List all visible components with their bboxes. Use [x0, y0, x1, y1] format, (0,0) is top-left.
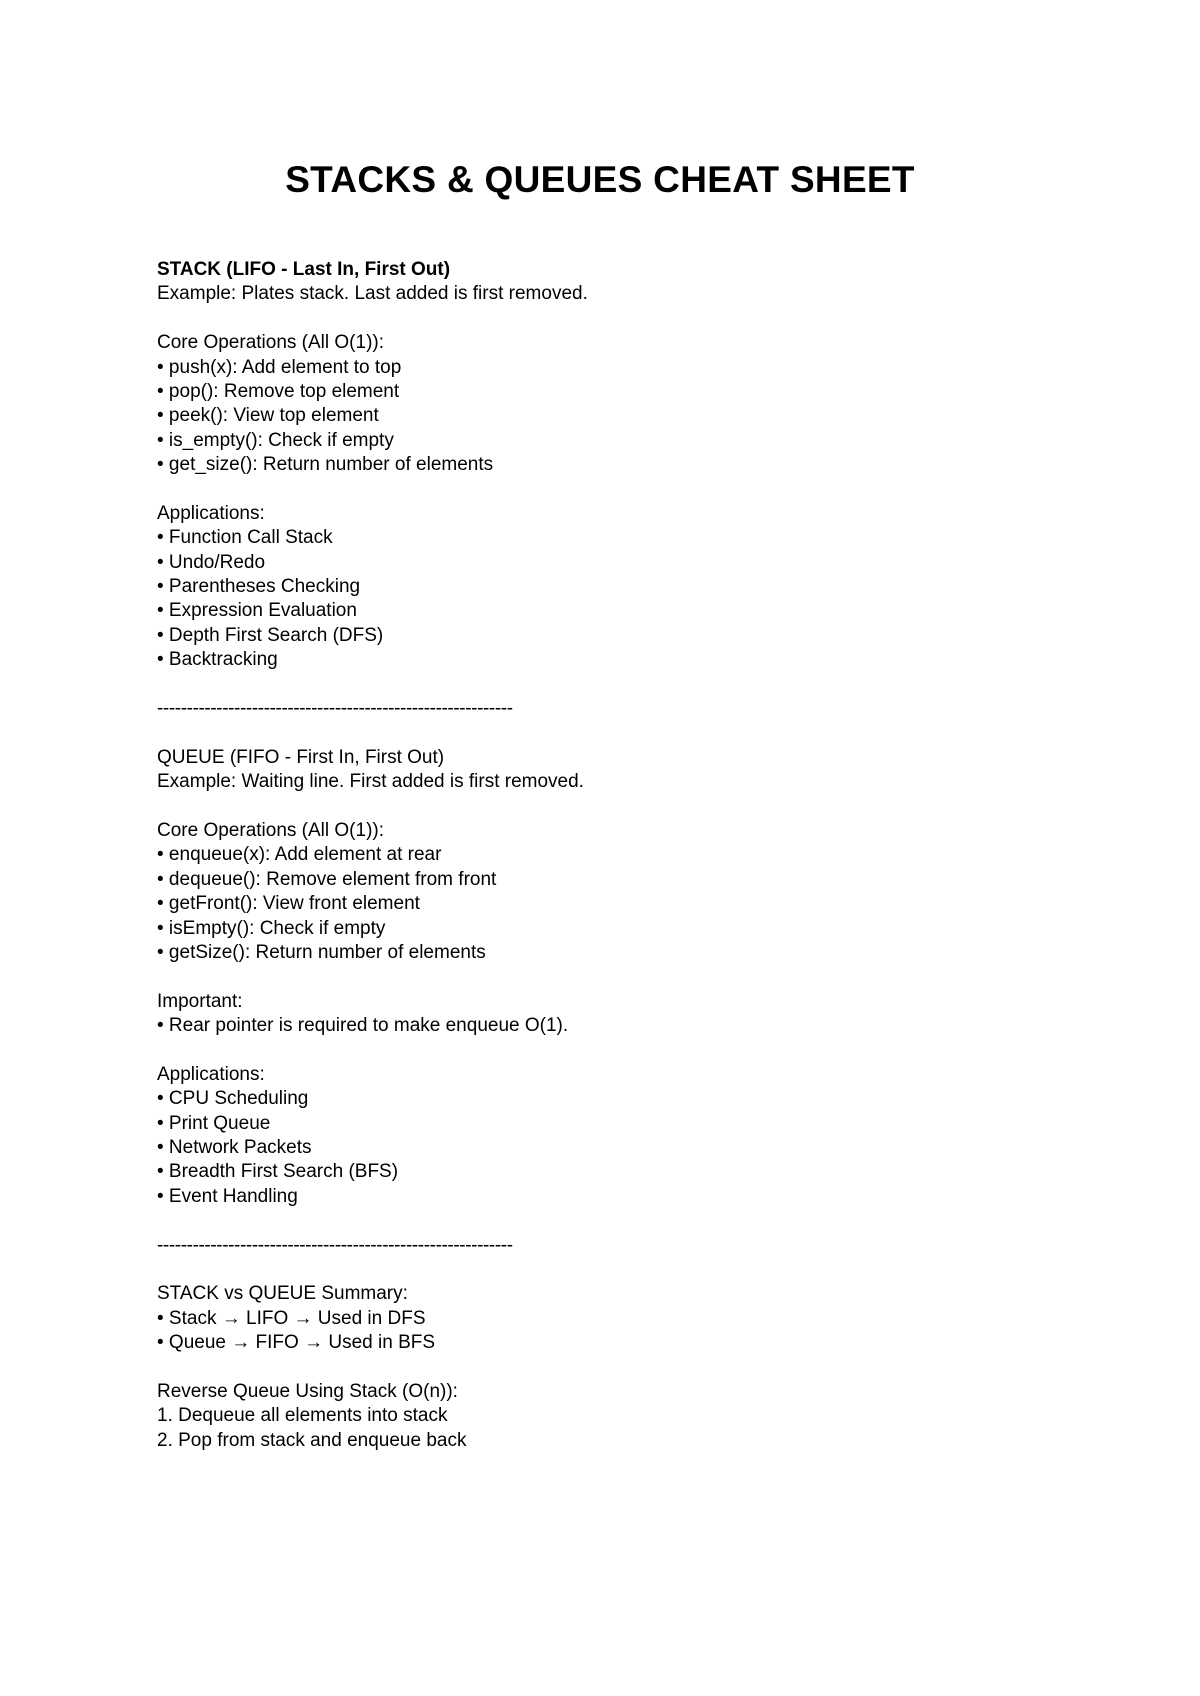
- queue-op-item: • isEmpty(): Check if empty: [157, 917, 386, 939]
- queue-app-item: • Breadth First Search (BFS): [157, 1161, 399, 1183]
- queue-example: Example: Waiting line. First added is first removed.: [157, 771, 584, 793]
- spacer: [157, 1356, 1117, 1380]
- spacer: [157, 1209, 1117, 1233]
- stack-heading: STACK (LIFO - Last In, First Out): [157, 259, 451, 280]
- summary-heading: STACK vs QUEUE Summary:: [157, 1283, 408, 1305]
- stack-app-item: • Function Call Stack: [157, 527, 333, 549]
- queue-important-item: • Rear pointer is required to make enqueue O(1).: [157, 1015, 569, 1037]
- spacer: [157, 795, 1117, 819]
- reverse-heading: Reverse Queue Using Stack (O(n)):: [157, 1380, 458, 1402]
- queue-op-item: • enqueue(x): Add element at rear: [157, 844, 442, 866]
- stack-app-item: • Parentheses Checking: [157, 576, 361, 598]
- stack-app-item: • Depth First Search (DFS): [157, 624, 384, 646]
- queue-ops-heading: Core Operations (All O(1)):: [157, 819, 385, 841]
- spacer: [157, 673, 1117, 697]
- section-divider: ------------------------------------------------------------: [157, 698, 513, 720]
- stack-op-item: • get_size(): Return number of elements: [157, 454, 494, 476]
- reverse-step: 2. Pop from stack and enqueue back: [157, 1429, 467, 1451]
- queue-app-item: • Event Handling: [157, 1185, 298, 1207]
- stack-op-item: • is_empty(): Check if empty: [157, 429, 394, 451]
- stack-op-item: • pop(): Remove top element: [157, 380, 400, 402]
- document-body: [157, 258, 1117, 1453]
- stack-app-item: • Expression Evaluation: [157, 600, 357, 622]
- queue-heading: QUEUE (FIFO - First In, First Out): [157, 746, 445, 768]
- summary-item: • Stack → LIFO → Used in DFS: [157, 1307, 426, 1329]
- stack-app-item: • Backtracking: [157, 649, 278, 671]
- stack-op-item: • peek(): View top element: [157, 405, 379, 427]
- spacer: [157, 478, 1117, 502]
- queue-important-heading: Important:: [157, 990, 243, 1012]
- queue-app-item: • Network Packets: [157, 1137, 312, 1159]
- spacer: [157, 965, 1117, 989]
- reverse-step: 1. Dequeue all elements into stack: [157, 1405, 448, 1427]
- page-title: STACKS & QUEUES CHEAT SHEET: [285, 159, 915, 200]
- queue-app-item: • Print Queue: [157, 1112, 271, 1134]
- summary-item: • Queue → FIFO → Used in BFS: [157, 1332, 436, 1354]
- spacer: [157, 1258, 1117, 1282]
- stack-example: Example: Plates stack. Last added is first removed.: [157, 283, 588, 305]
- stack-apps-heading: Applications:: [157, 502, 265, 524]
- section-divider: ------------------------------------------------------------: [157, 1234, 513, 1256]
- queue-app-item: • CPU Scheduling: [157, 1088, 309, 1110]
- spacer: [157, 721, 1117, 745]
- spacer: [157, 1039, 1117, 1063]
- queue-op-item: • getSize(): Return number of elements: [157, 941, 486, 963]
- stack-ops-heading: Core Operations (All O(1)):: [157, 332, 385, 354]
- queue-op-item: • dequeue(): Remove element from front: [157, 868, 497, 890]
- stack-op-item: • push(x): Add element to top: [157, 356, 402, 378]
- spacer: [157, 307, 1117, 331]
- stack-app-item: • Undo/Redo: [157, 551, 266, 573]
- queue-op-item: • getFront(): View front element: [157, 893, 420, 915]
- queue-apps-heading: Applications:: [157, 1063, 265, 1085]
